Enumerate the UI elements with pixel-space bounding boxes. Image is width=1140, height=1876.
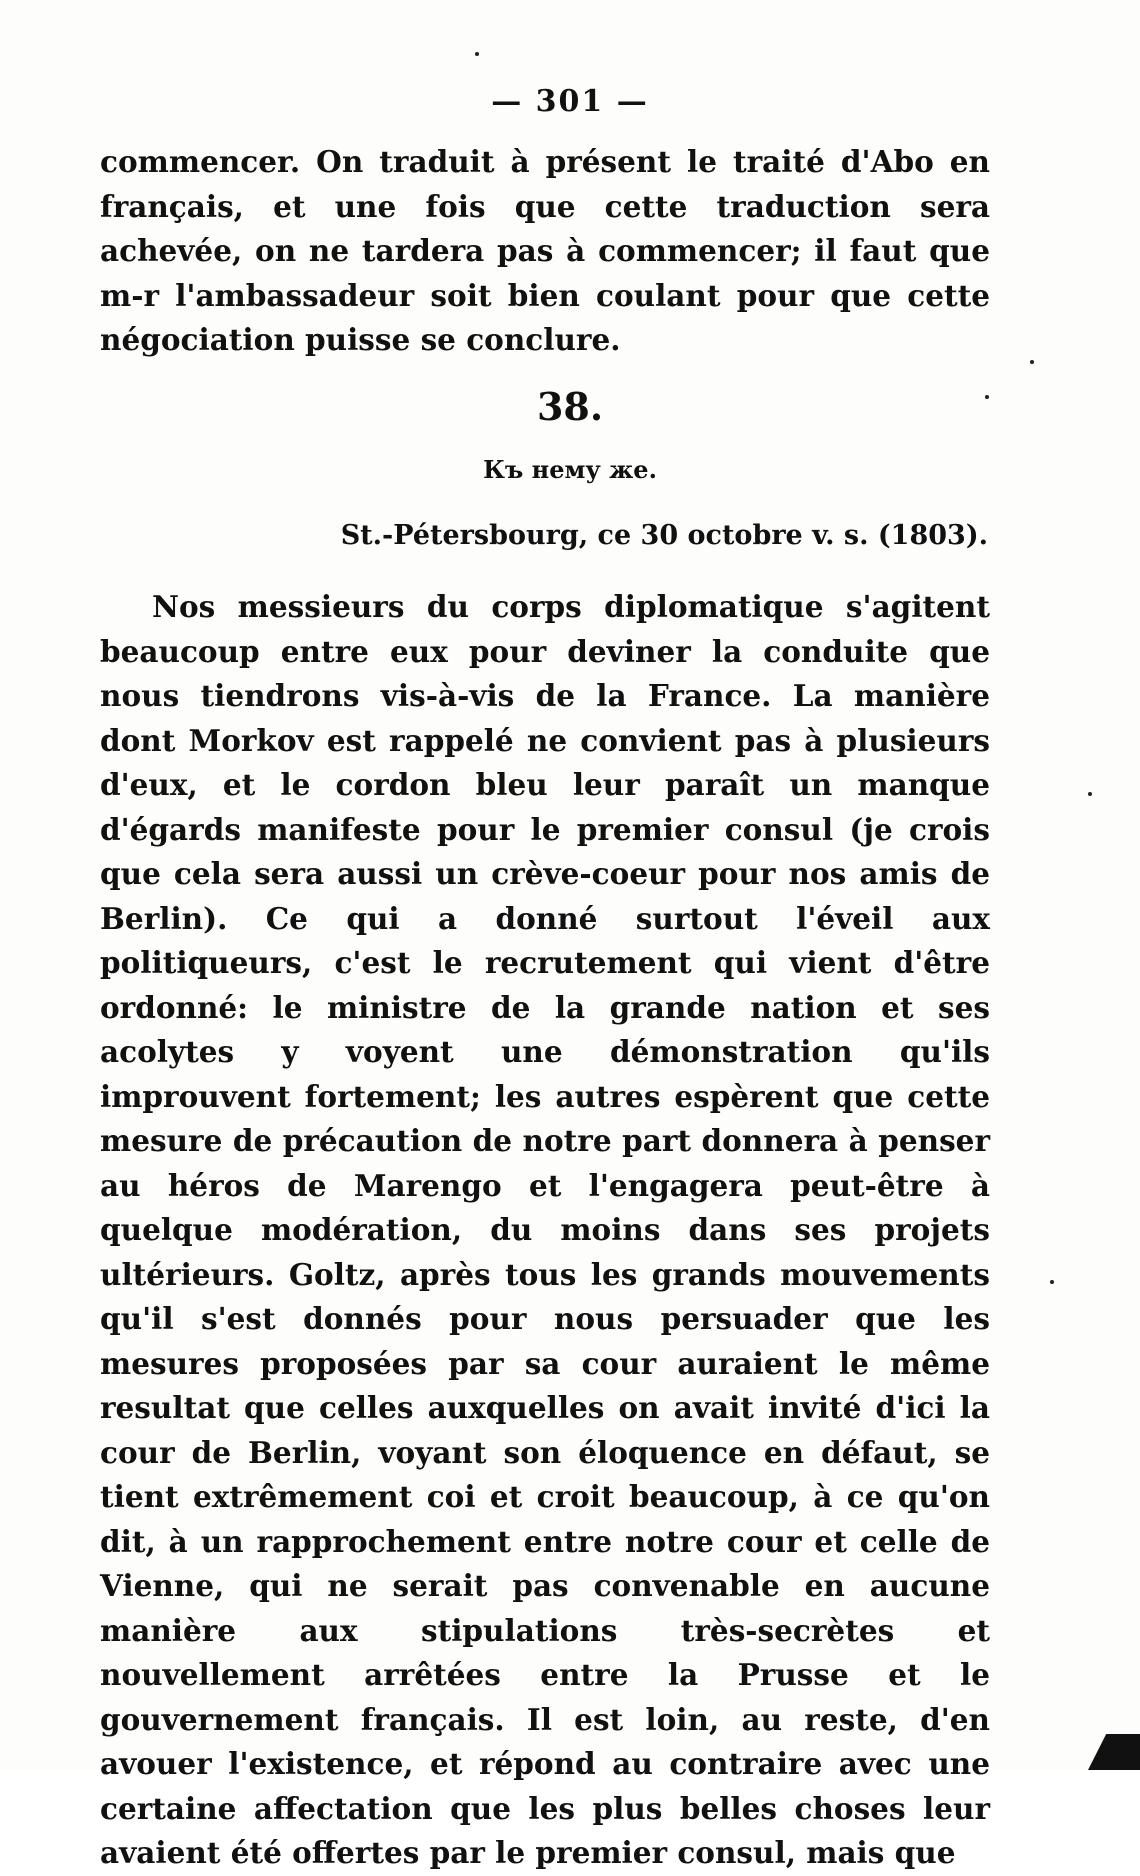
- paragraph-text: commencer. On traduit à présent le traité d'Abo en français, et une fois que cette traduction sera achevée, on ne tardera pas à commencer; il faut que m-r l'ambassadeur soit bien coulant pour que cette négociation puisse se conclure.: [100, 144, 990, 357]
- scan-speck: [1050, 1280, 1054, 1284]
- scan-speck: [1030, 360, 1034, 364]
- letter-body-text: Nos messieurs du corps diplomatique s'agitent beaucoup entre eux pour deviner la conduite que nous tiendrons vis-à-vis de la France. La manière dont Morkov est rappelé ne convient pas à plusieurs d'eux, et le cordon bleu leur paraît un manque d'égards manifeste pour le premier consul (je crois que cela sera aussi un crève-coeur pour nos amis de Berlin). Ce qui a donné surtout l'éveil aux politiqueurs, c'est le recrutement qui vient d'être ordonné: le ministre de la grande nation et ses acolytes y voyent une démonstration qu'ils improuvent fortement; les autres espèrent que cette mesure de précaution de notre part donnera à penser au héros de Marengo et l'engagera peut-être à quelque modération, du moins dans ses projets ultérieurs. Goltz, après tous les grands mouvements qu'il s'est donnés pour nous persuader que les mesures proposées par sa cour auraient le même resultat que celles auxquelles on avait invité d'ici la cour de Berlin, voyant son éloquence en défaut, se tient extrêmement coi et croit beaucoup, à ce qu'on dit, à un rapprochement entre notre cour et celle de Vienne, qui ne serait pas convenable en aucune manière aux stipulations très-secrètes et nouvellement arrêtées entre la Prusse et le gouvernement français. Il est loin, au reste, d'en avouer l'existence, et répond au contraire avec une certaine affectation que les plus belles choses leur avaient été offertes par le premier consul, mais que: [100, 589, 990, 1870]
- scan-speck: [475, 52, 479, 56]
- scan-speck: [1088, 792, 1092, 796]
- scan-speck: [985, 395, 989, 399]
- scan-ink-mark: [1088, 1734, 1140, 1770]
- page-number: — 301 —: [491, 84, 649, 119]
- letter-dateline: St.-Pétersbourg, ce 30 octobre v. s. (1803).: [340, 520, 988, 551]
- letter-body: [100, 585, 990, 1876]
- continued-paragraph: [100, 140, 990, 363]
- letter-number: 38.: [536, 384, 604, 429]
- letter-addressee: Къ нему же.: [483, 455, 657, 484]
